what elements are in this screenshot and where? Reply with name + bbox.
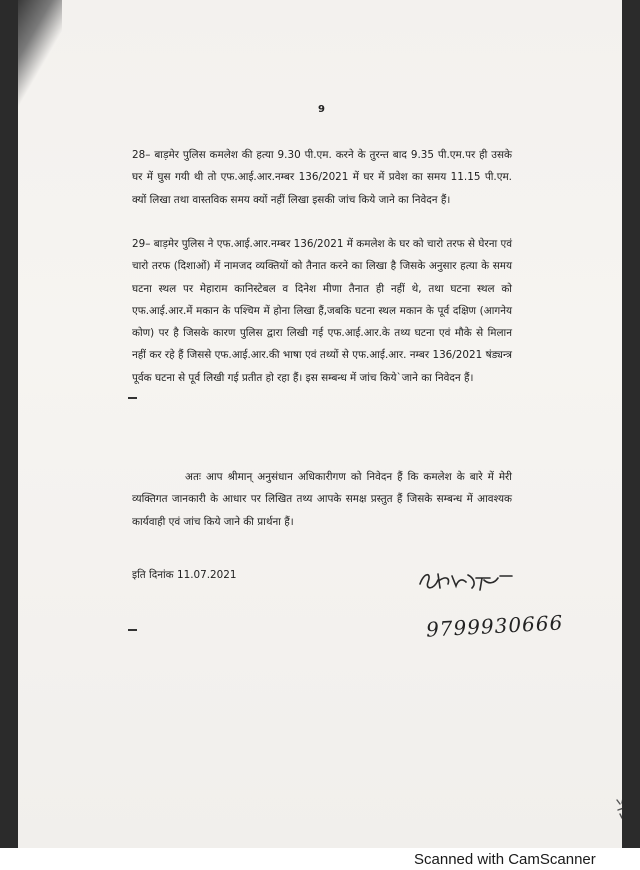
closing-paragraph: अतः आप श्रीमान् अनुसंधान अधिकारीगण को निवेदन हैं कि कमलेश के बारे में मेरी व्यक्तिगत जानकारी के आधार पर लिखित तथ्य आपके समक्ष प्रस्तुत हैं जिसके सम्बन्ध में आवश्यक कार्यवाही एवं जांच किये जाने की प्रार्थना हैं। <box>132 471 512 528</box>
scanned-document-page <box>18 0 622 848</box>
date-line: इति दिनांक 11.07.2021 <box>132 569 237 581</box>
page-number: 9 <box>318 104 325 115</box>
margin-dash-mark <box>128 397 137 399</box>
paragraph-28: 28– बाड़मेर पुलिस कमलेश की हत्या 9.30 पी.एम. करने के तुरन्त बाद 9.35 पी.एम.पर ही उसके घर में घुस गयी थी तो एफ.आई.आर.नम्बर 136/2021 में घर में प्रवेश का समय 11.15 पी.एम. क्यों लिखा तथा वास्तविक समय क्यों नहीं लिखा इसकी जांच किये जाने का निवेदन हैं। <box>132 149 512 206</box>
scan-artifact-mark <box>614 796 622 820</box>
page-edge-shadow <box>18 0 62 120</box>
margin-dash-mark <box>128 629 137 631</box>
handwritten-signature <box>416 566 526 596</box>
handwritten-phone-number: 9799930666 <box>425 610 564 642</box>
camscanner-watermark: Scanned with CamScanner <box>414 851 596 868</box>
paragraph-29: 29– बाड़मेर पुलिस ने एफ.आई.आर.नम्बर 136/2021 में कमलेश के घर को चारो तरफ से घेरना एवं चारो तरफ (दिशाओं) में नामजद व्यक्तियों को तैनात करने का लिखा है जिसके अनुसार हत्या के समय घटना स्थल पर मेहाराम कानिस्टेबल व दिनेश मीणा तैनात ही नहीं थे, तथा घटना स्थल को एफ.आई.आर.में मकान के पश्चिम में होना लिखा हैं,जबकि घटना स्थल मकान के पूर्व दक्षिण (आगनेय कोण) पर है जिसके कारण पुलिस द्वारा लिखी गई एफ.आई.आर.के तथ्य घटना एवं मौके से मिलान नहीं कर रहे हैं जिससे एफ.आई.आर.की भाषा एवं तथ्यों से एफ.आई.आर. नम्बर 136/2021 षंड्यन्त्र पूर्वक घटना से पूर्व लिखी गई प्रतीत हो रहा हैं। इस सम्बन्ध में जांच किये`जाने का निवेदन हैं। <box>132 238 512 384</box>
